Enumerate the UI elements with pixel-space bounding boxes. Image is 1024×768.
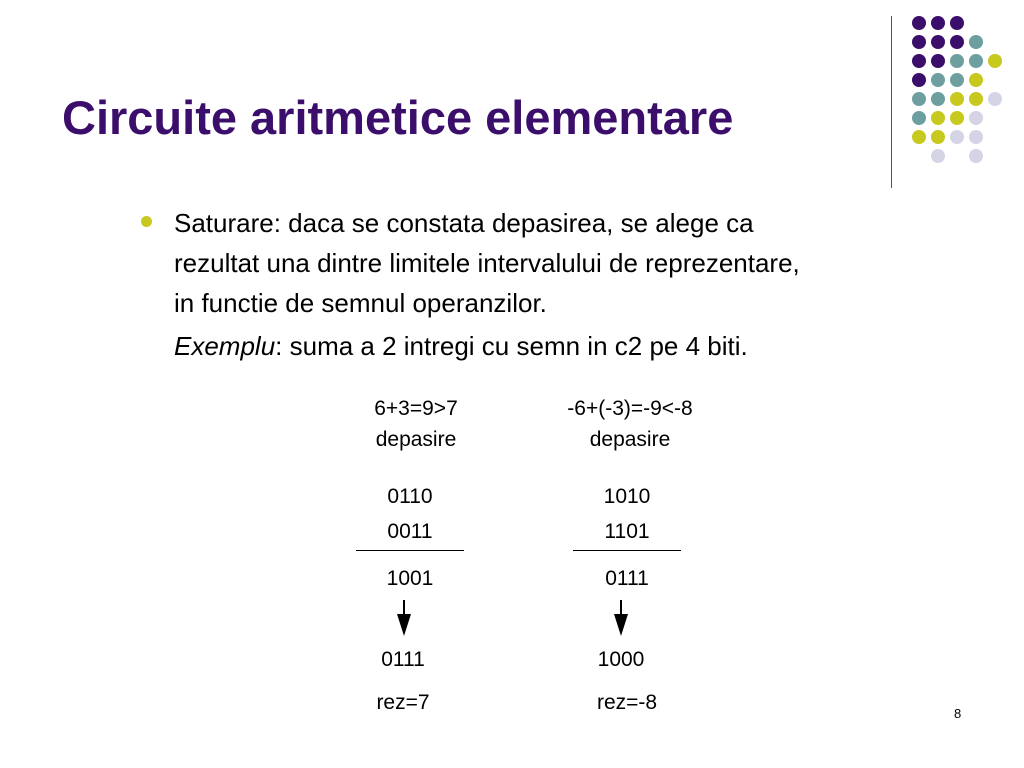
- left-arrow-down-icon: [397, 614, 411, 636]
- example-label: Exemplu: [174, 331, 276, 361]
- decorative-dot: [969, 149, 983, 163]
- decorative-dot: [912, 92, 926, 106]
- decorative-dot: [912, 111, 926, 125]
- decorative-dot: [931, 73, 945, 87]
- left-status: depasire: [375, 428, 457, 451]
- decorative-dot: [950, 92, 964, 106]
- decorative-dot: [969, 92, 983, 106]
- decorative-dot: [912, 130, 926, 144]
- decorative-dot: [950, 54, 964, 68]
- bullet-paragraph: [174, 203, 974, 323]
- right-sum-line: [573, 550, 681, 551]
- decorative-dot: [912, 73, 926, 87]
- decorative-dot: [950, 73, 964, 87]
- decorative-dot: [931, 35, 945, 49]
- left-saturated: 0111: [381, 648, 425, 671]
- right-saturated: 1000: [597, 648, 645, 671]
- left-sum: 1001: [386, 567, 434, 590]
- bullet-marker: [141, 216, 152, 227]
- right-result: rez=-8: [596, 691, 658, 714]
- left-result: rez=7: [376, 691, 430, 714]
- decorative-dot: [969, 35, 983, 49]
- slide-title: Circuite aritmetice elementare: [62, 91, 734, 144]
- decorative-dot: [931, 92, 945, 106]
- decorative-dot: [988, 92, 1002, 106]
- decorative-dot: [969, 73, 983, 87]
- decorative-dot: [931, 111, 945, 125]
- decorative-vertical-line: [891, 16, 892, 188]
- decorative-dot: [931, 149, 945, 163]
- example-text: : suma a 2 intregi cu semn in c2 pe 4 biti.: [275, 331, 748, 361]
- decorative-dot: [950, 130, 964, 144]
- decorative-dot: [931, 54, 945, 68]
- decorative-dot: [988, 54, 1002, 68]
- decorative-dot: [912, 54, 926, 68]
- right-operand-1: 1010: [603, 485, 651, 508]
- left-sum-line: [356, 550, 464, 551]
- decorative-dot: [912, 16, 926, 30]
- left-operand-2: 0011: [387, 520, 433, 543]
- decorative-dot: [969, 111, 983, 125]
- page-number: 8: [954, 706, 962, 721]
- left-equation: 6+3=9>7: [374, 397, 458, 420]
- right-operand-2: 1101: [604, 520, 650, 543]
- example-line: [174, 328, 748, 364]
- right-equation: -6+(-3)=-9<-8: [567, 397, 693, 420]
- right-sum: 0111: [605, 567, 649, 590]
- decorative-dot: [912, 35, 926, 49]
- decorative-dot: [950, 16, 964, 30]
- bullet-line: in functie de semnul operanzilor.: [174, 288, 547, 318]
- decorative-dot: [950, 111, 964, 125]
- decorative-dot: [950, 35, 964, 49]
- bullet-line: rezultat una dintre limitele intervalului de reprezentare,: [174, 248, 800, 278]
- decorative-dot: [931, 130, 945, 144]
- decorative-dot: [969, 54, 983, 68]
- right-status: depasire: [589, 428, 671, 451]
- right-arrow-down-icon: [614, 614, 628, 636]
- bullet-line: Saturare: daca se constata depasirea, se alege ca: [174, 208, 754, 238]
- decorative-dot: [931, 16, 945, 30]
- decorative-dot: [969, 130, 983, 144]
- left-operand-1: 0110: [387, 485, 433, 508]
